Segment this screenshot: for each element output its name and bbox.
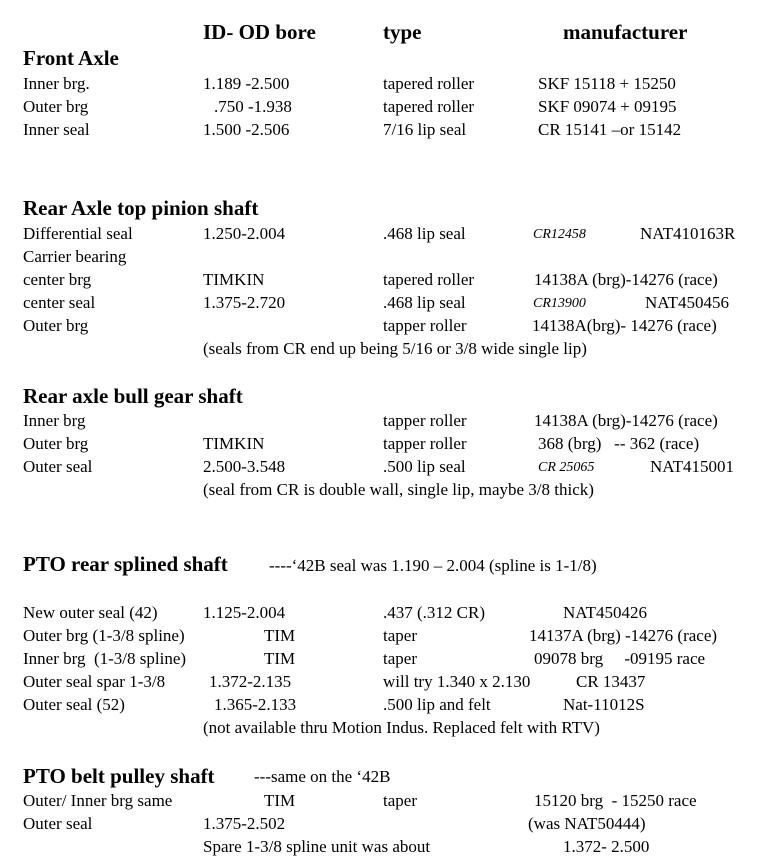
pto-new-outer-seal-mfr: NAT450426 — [563, 603, 648, 622]
bull-outer-brg-type: tapper roller — [383, 434, 467, 453]
section-title-bull-gear: Rear axle bull gear shaft — [23, 384, 243, 408]
front-inner-brg-type: tapered roller — [383, 74, 475, 93]
pto-belt-spare-text: Spare 1-3/8 spline unit was about — [203, 837, 431, 856]
pto-outer-brg-part: Outer brg (1-3/8 spline) — [23, 626, 185, 645]
pto-new-outer-seal-size: 1.125-2.004 — [203, 603, 286, 622]
pto-spare-seal-size: 1.372-2.135 — [209, 672, 292, 691]
pto-outer-brg-mfr: 14137A (brg) -14276 (race) — [529, 626, 718, 645]
pto-spare-seal-part: Outer seal spar 1-3/8 — [23, 672, 166, 691]
diff-seal-part: Differential seal — [23, 224, 133, 243]
center-seal-type: .468 lip seal — [383, 293, 466, 312]
pto-belt-seal-size: 1.375-2.502 — [203, 814, 286, 833]
pto-belt-seal-mfr: (was NAT50444) — [528, 814, 646, 833]
center-brg-size: TIMKIN — [203, 270, 265, 289]
pto-belt-brg-part: Outer/ Inner brg same — [23, 791, 173, 810]
center-seal-nat: NAT450456 — [645, 293, 730, 312]
pto-belt-brg-type: taper — [383, 791, 417, 810]
rear-outer-brg-part: Outer brg — [23, 316, 89, 335]
front-outer-brg-mfr: SKF 09074 + 09195 — [538, 97, 677, 116]
column-header-type: type — [383, 20, 422, 44]
front-inner-seal-part: Inner seal — [23, 120, 90, 139]
pto-rear-title-note: ----‘42B seal was 1.190 – 2.004 (spline is 1-1/8) — [269, 556, 597, 575]
center-brg-part: center brg — [23, 270, 92, 289]
pto-inner-brg-type: taper — [383, 649, 417, 668]
pto-new-outer-seal-type: .437 (.312 CR) — [383, 603, 485, 622]
front-outer-brg-type: tapered roller — [383, 97, 475, 116]
diff-seal-size: 1.250-2.004 — [203, 224, 286, 243]
diff-seal-type: .468 lip seal — [383, 224, 466, 243]
rear-outer-brg-mfr: 14138A(brg)- 14276 (race) — [532, 316, 717, 335]
bull-outer-seal-cr: CR 25065 — [538, 460, 595, 475]
diff-seal-nat: NAT410163R — [640, 224, 736, 243]
bull-gear-note: (seal from CR is double wall, single lip, maybe 3/8 thick) — [203, 480, 594, 499]
pto-outer-seal-52-mfr: Nat-11012S — [563, 695, 645, 714]
pto-outer-seal-52-type: .500 lip and felt — [383, 695, 491, 714]
pto-inner-brg-mfr: 09078 brg -09195 race — [534, 649, 706, 668]
pto-belt-title-note: ---same on the ‘42B — [254, 767, 391, 786]
bull-outer-brg-mfr: 368 (brg) -- 362 (race) — [538, 434, 700, 453]
section-title-rear-top-pinion: Rear Axle top pinion shaft — [23, 196, 259, 220]
carrier-bearing-label: Carrier bearing — [23, 247, 127, 266]
front-inner-brg-part: Inner brg. — [23, 74, 90, 93]
column-header-id-od: ID- OD bore — [203, 20, 316, 44]
pto-belt-brg-mfr: 15120 brg - 15250 race — [534, 791, 697, 810]
pto-belt-spare-size: 1.372- 2.500 — [563, 837, 650, 856]
front-inner-seal-size: 1.500 -2.506 — [203, 120, 290, 139]
pto-new-outer-seal-part: New outer seal (42) — [23, 603, 158, 622]
bull-outer-brg-size: TIMKIN — [203, 434, 265, 453]
bull-outer-seal-part: Outer seal — [23, 457, 93, 476]
section-title-front-axle: Front Axle — [23, 46, 119, 70]
bull-outer-seal-type: .500 lip seal — [383, 457, 466, 476]
bull-outer-seal-nat: NAT415001 — [650, 457, 735, 476]
rear-outer-brg-type: tapper roller — [383, 316, 467, 335]
center-brg-mfr: 14138A (brg)-14276 (race) — [534, 270, 718, 289]
column-header-manufacturer: manufacturer — [563, 20, 688, 44]
bull-outer-brg-part: Outer brg — [23, 434, 89, 453]
bull-inner-brg-part: Inner brg — [23, 411, 86, 430]
pto-outer-seal-52-size: 1.365-2.133 — [214, 695, 297, 714]
rear-top-note: (seals from CR end up being 5/16 or 3/8 wide single lip) — [203, 339, 587, 358]
pto-spare-seal-mfr: CR 13437 — [576, 672, 646, 691]
center-seal-part: center seal — [23, 293, 96, 312]
pto-rear-note: (not available thru Motion Indus. Replaced felt with RTV) — [203, 718, 600, 737]
center-seal-size: 1.375-2.720 — [203, 293, 286, 312]
front-inner-brg-mfr: SKF 15118 + 15250 — [538, 74, 676, 93]
front-inner-brg-size: 1.189 -2.500 — [203, 74, 290, 93]
pto-outer-seal-52-part: Outer seal (52) — [23, 695, 125, 714]
pto-outer-brg-type: taper — [383, 626, 417, 645]
front-outer-brg-size: .750 -1.938 — [214, 97, 292, 116]
pto-outer-brg-size: TIM — [264, 626, 296, 645]
front-outer-brg-part: Outer brg — [23, 97, 89, 116]
bull-outer-seal-size: 2.500-3.548 — [203, 457, 286, 476]
bull-inner-brg-type: tapper roller — [383, 411, 467, 430]
center-seal-cr: CR13900 — [533, 296, 586, 311]
pto-spare-seal-type: will try 1.340 x 2.130 — [383, 672, 531, 691]
section-title-pto-belt: PTO belt pulley shaft — [23, 764, 215, 788]
pto-belt-seal-part: Outer seal — [23, 814, 93, 833]
bull-inner-brg-mfr: 14138A (brg)-14276 (race) — [534, 411, 718, 430]
section-title-pto-rear: PTO rear splined shaft — [23, 552, 228, 576]
center-brg-type: tapered roller — [383, 270, 475, 289]
front-inner-seal-type: 7/16 lip seal — [383, 120, 467, 139]
pto-belt-brg-size: TIM — [264, 791, 296, 810]
pto-inner-brg-size: TIM — [264, 649, 296, 668]
diff-seal-cr: CR12458 — [533, 227, 586, 242]
pto-inner-brg-part: Inner brg (1-3/8 spline) — [23, 649, 187, 668]
front-inner-seal-mfr: CR 15141 –or 15142 — [538, 120, 682, 139]
